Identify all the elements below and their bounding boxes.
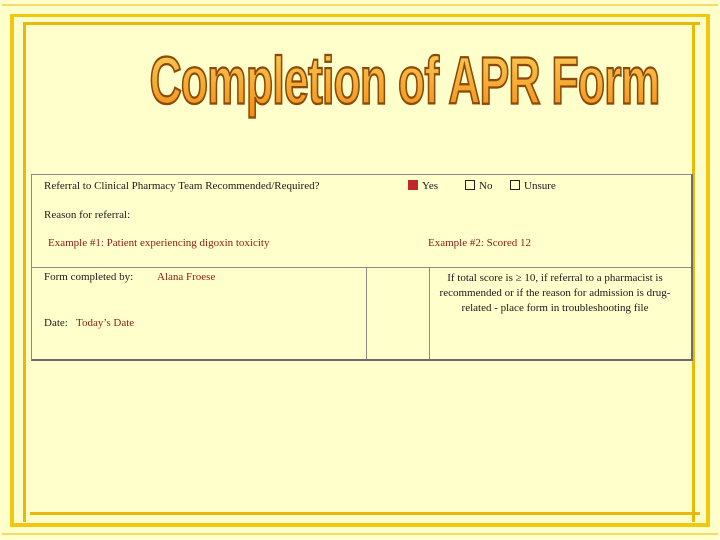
- form-column-divider-1: [366, 267, 367, 359]
- option-no-label: No: [479, 180, 493, 192]
- no-checkbox[interactable]: [465, 180, 475, 190]
- title-area: [60, 42, 660, 124]
- option-no[interactable]: [465, 180, 492, 192]
- date-value: Today’s Date: [76, 317, 135, 329]
- page-title: Completion of APR Form: [150, 42, 660, 120]
- apr-form: [31, 174, 693, 361]
- option-yes[interactable]: [408, 180, 438, 192]
- referral-note: If total score is ≥ 10, if referral to a pharmacist is recommended or if the reason for admission is drug-related - place form in troubleshooting file: [439, 272, 671, 314]
- completed-by-label: Form completed by:: [44, 271, 134, 283]
- referral-question: Referral to Clinical Pharmacy Team Recommended/Required?: [44, 180, 320, 192]
- yes-checkbox[interactable]: [408, 180, 418, 190]
- completed-by-value: Alana Froese: [157, 271, 216, 283]
- example-two: Example #2: Scored 12: [428, 237, 531, 249]
- unsure-checkbox[interactable]: [510, 180, 520, 190]
- reason-label: Reason for referral:: [44, 209, 131, 221]
- example-one: Example #1: Patient experiencing digoxin toxicity: [48, 237, 270, 249]
- option-unsure[interactable]: [510, 180, 556, 192]
- form-column-divider-2: [429, 267, 430, 359]
- option-yes-label: Yes: [422, 180, 439, 192]
- date-label: Date:: [44, 317, 68, 329]
- option-unsure-label: Unsure: [524, 180, 556, 192]
- form-divider: [32, 267, 691, 268]
